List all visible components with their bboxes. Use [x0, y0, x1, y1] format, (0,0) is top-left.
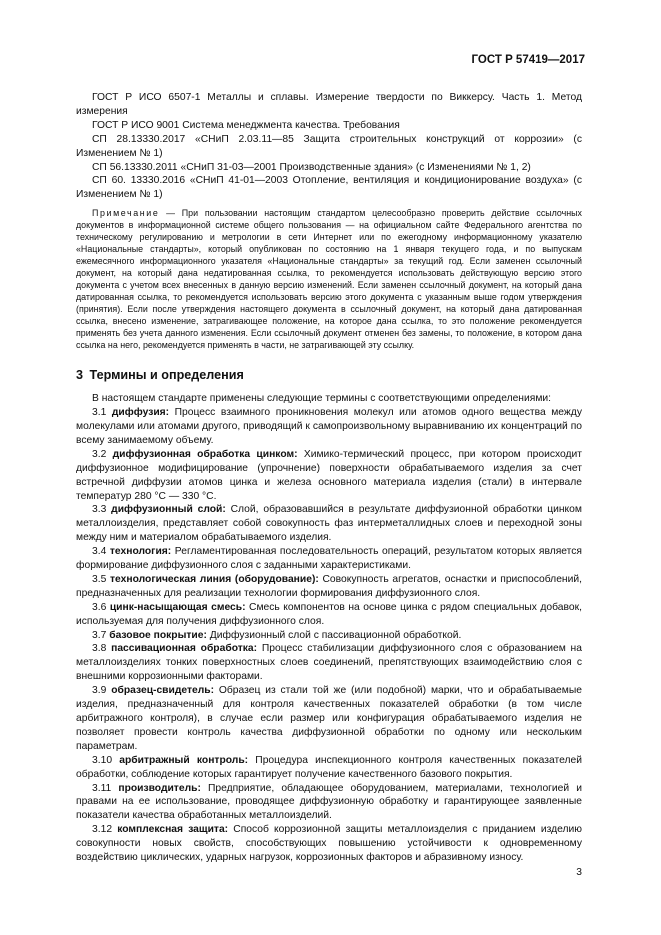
- term-name: базовое покрытие:: [109, 629, 207, 641]
- term-number: 3.2: [92, 448, 107, 460]
- term-number: 3.6: [92, 601, 107, 613]
- term-entry: [76, 448, 582, 504]
- term-entry: [76, 782, 582, 824]
- term-entry: [76, 823, 582, 865]
- term-name: пассивационная обработка:: [111, 643, 258, 655]
- term-name: комплексная защита:: [117, 824, 229, 836]
- term-definition: Слой, образовавшийся в результате диффузионной обработки цинком металлоизделия, представляет собой совокупность фаз интерметаллидных слоев и переходной зоны между ним и материалом обрабатываемого изделия.: [76, 504, 582, 544]
- term-number: 3.12: [92, 824, 113, 836]
- term-entry: [76, 754, 582, 782]
- term-entry: [76, 503, 582, 545]
- note-text: — При пользовании настоящим стандартом целесообразно проверить действие ссылочных документов в информационной системе общего пользования — на официальном сайте Федерального агентства по техническому регулированию и метрологии в сети Интернет или по ежегодному информационному указателю «Национальные стандарты», который опубликован по состоянию на 1 января текущего года, и по выпускам ежемесячного информационного указателя «Национальные стандарты» за текущий год. Если заменен ссылочный документ, на который дана недатированная ссылка, то рекомендуется использовать действующую версию этого документа с учетом всех внесенных в данную версию изменений. Если заменен ссылочный документ, на который дана датированная ссылка, то рекомендуется использовать версию этого документа с указанным выше годом утверждения (принятия). Если после утверждения настоящего документа в ссылочный документ, на который дана датированная ссылка, внесено изменение, затрагивающее положение, на которое дана ссылка, то это положение рекомендуется применять без учета данного изменения. Если ссылочный документ отменен без замены, то положение, в котором дана ссылка на него, рекомендуется применять в части, не затрагивающей эту ссылку.: [76, 208, 582, 351]
- reference-item: СП 60. 13330.2016 «СНиП 41-01—2003 Отопление, вентиляция и кондиционирование воздуха» (с Изменением № 1): [76, 175, 582, 201]
- term-definition: Регламентированная последовательность операций, результатом которых является формирование диффузионного слоя с заданными характеристиками.: [76, 546, 582, 572]
- references-list: [76, 91, 582, 202]
- term-definition: Смесь компонентов на основе цинка с рядом специальных добавок, используемая для получения диффузионного слоя.: [76, 601, 582, 627]
- term-number: 3.7: [92, 629, 107, 641]
- term-definition: Диффузионный слой с пассивационной обработкой.: [209, 629, 462, 641]
- term-definition: Предприятие, обладающее оборудованием, материалами, технологией и правами на ее использование, проводящее диффузионную обработку и гарантирующее заявленные показатели качества обработанных металлоизделий.: [76, 782, 582, 822]
- term-number: 3.1: [92, 407, 107, 419]
- section-number: 3: [76, 368, 84, 383]
- term-number: 3.11: [92, 782, 112, 794]
- term-entry: [76, 601, 582, 629]
- term-entry: [76, 406, 582, 448]
- term-number: 3.9: [92, 685, 107, 697]
- term-number: 3.8: [92, 643, 107, 655]
- term-name: диффузионный слой:: [111, 504, 226, 516]
- page-number: 3: [576, 867, 582, 878]
- document-header: ГОСТ Р 57419—2017: [471, 54, 585, 66]
- term-name: диффузия:: [111, 407, 170, 419]
- term-entry: [76, 684, 582, 754]
- terms-list: [76, 406, 582, 865]
- term-name: технология:: [109, 546, 172, 558]
- term-number: 3.4: [92, 546, 107, 558]
- term-name: диффузионная обработка цинком:: [112, 448, 298, 460]
- term-entry: [76, 642, 582, 684]
- reference-item: ГОСТ Р ИСО 9001 Система менеджмента качества. Требования: [92, 119, 400, 131]
- reference-item: СП 28.13330.2017 «СНиП 2.03.11—85 Защита строительных конструкций от коррозии» (с Изменением № 1): [76, 133, 582, 159]
- term-name: технологическая линия (оборудование):: [110, 573, 319, 585]
- section-intro: В настоящем стандарте применены следующие термины с соответствующими определениями:: [92, 393, 552, 405]
- term-definition: Процедура инспекционного контроля качественных показателей обработки, соблюдение которых гарантирует получение качественного базового покрытия.: [76, 754, 582, 780]
- note-paragraph: [76, 207, 582, 351]
- term-definition: Способ коррозионной защиты металлоизделия с приданием изделию совокупности новых свойств, способствующих повышению устойчивости к одновременному воздействию циклических, ударных нагрузок, коррозионных факторов и абразивному износу.: [76, 824, 582, 864]
- term-number: 3.3: [92, 504, 107, 516]
- term-definition: Химико-термический процесс, при котором происходит диффузионное модифицирование (упрочнение) поверхности обрабатываемого изделия за счет встречной диффузии атомов цинка и железа основного материала изделия (стали) в интервале температур 280 °С — 330 °С.: [76, 448, 582, 502]
- term-number: 3.10: [92, 754, 113, 766]
- term-name: арбитражный контроль:: [119, 754, 249, 766]
- term-name: производитель:: [118, 782, 201, 794]
- term-definition: Процесс стабилизации диффузионного слоя с образованием на металлоизделиях тонких поверхностных слоев соединений, препятствующих взаимодействию слоя с внешними коррозионными факторами.: [76, 643, 582, 683]
- term-definition: Образец из стали той же (или подобной) марки, что и обрабатываемые изделия, предназначенный для контроля качественных показателей обработки (в том числе арбитражного контроля), в случае если размер или конфигурация обрабатываемого изделия не позволяет провести контроль качества диффузионной обработки по одному или нескольким параметрам.: [76, 685, 582, 752]
- reference-item: ГОСТ Р ИСО 6507-1 Металлы и сплавы. Измерение твердости по Виккерсу. Часть 1. Метод измерения: [76, 92, 582, 117]
- term-entry: [76, 545, 582, 573]
- reference-item: СП 56.13330.2011 «СНиП 31-03—2001 Производственные здания» (с Изменениями № 1, 2): [92, 161, 531, 173]
- term-number: 3.5: [92, 573, 107, 585]
- term-entry: [76, 573, 582, 601]
- section-title: Термины и определения: [89, 368, 244, 383]
- term-name: образец-свидетель:: [111, 685, 215, 697]
- term-entry: [76, 629, 582, 643]
- note-label: Примечание: [92, 208, 160, 219]
- term-definition: Совокупность агрегатов, оснастки и приспособлений, предназначенных для реализации технологии формирования диффузионного слоя.: [76, 573, 582, 599]
- term-definition: Процесс взаимного проникновения молекул или атомов одного вещества между молекулами или атомами другого, приводящий к самопроизвольному выравниванию их концентраций по всему занимаемому объему.: [76, 407, 582, 446]
- section-heading: [76, 369, 582, 383]
- document-body: [76, 91, 582, 865]
- term-name: цинк-насыщающая смесь:: [109, 601, 246, 613]
